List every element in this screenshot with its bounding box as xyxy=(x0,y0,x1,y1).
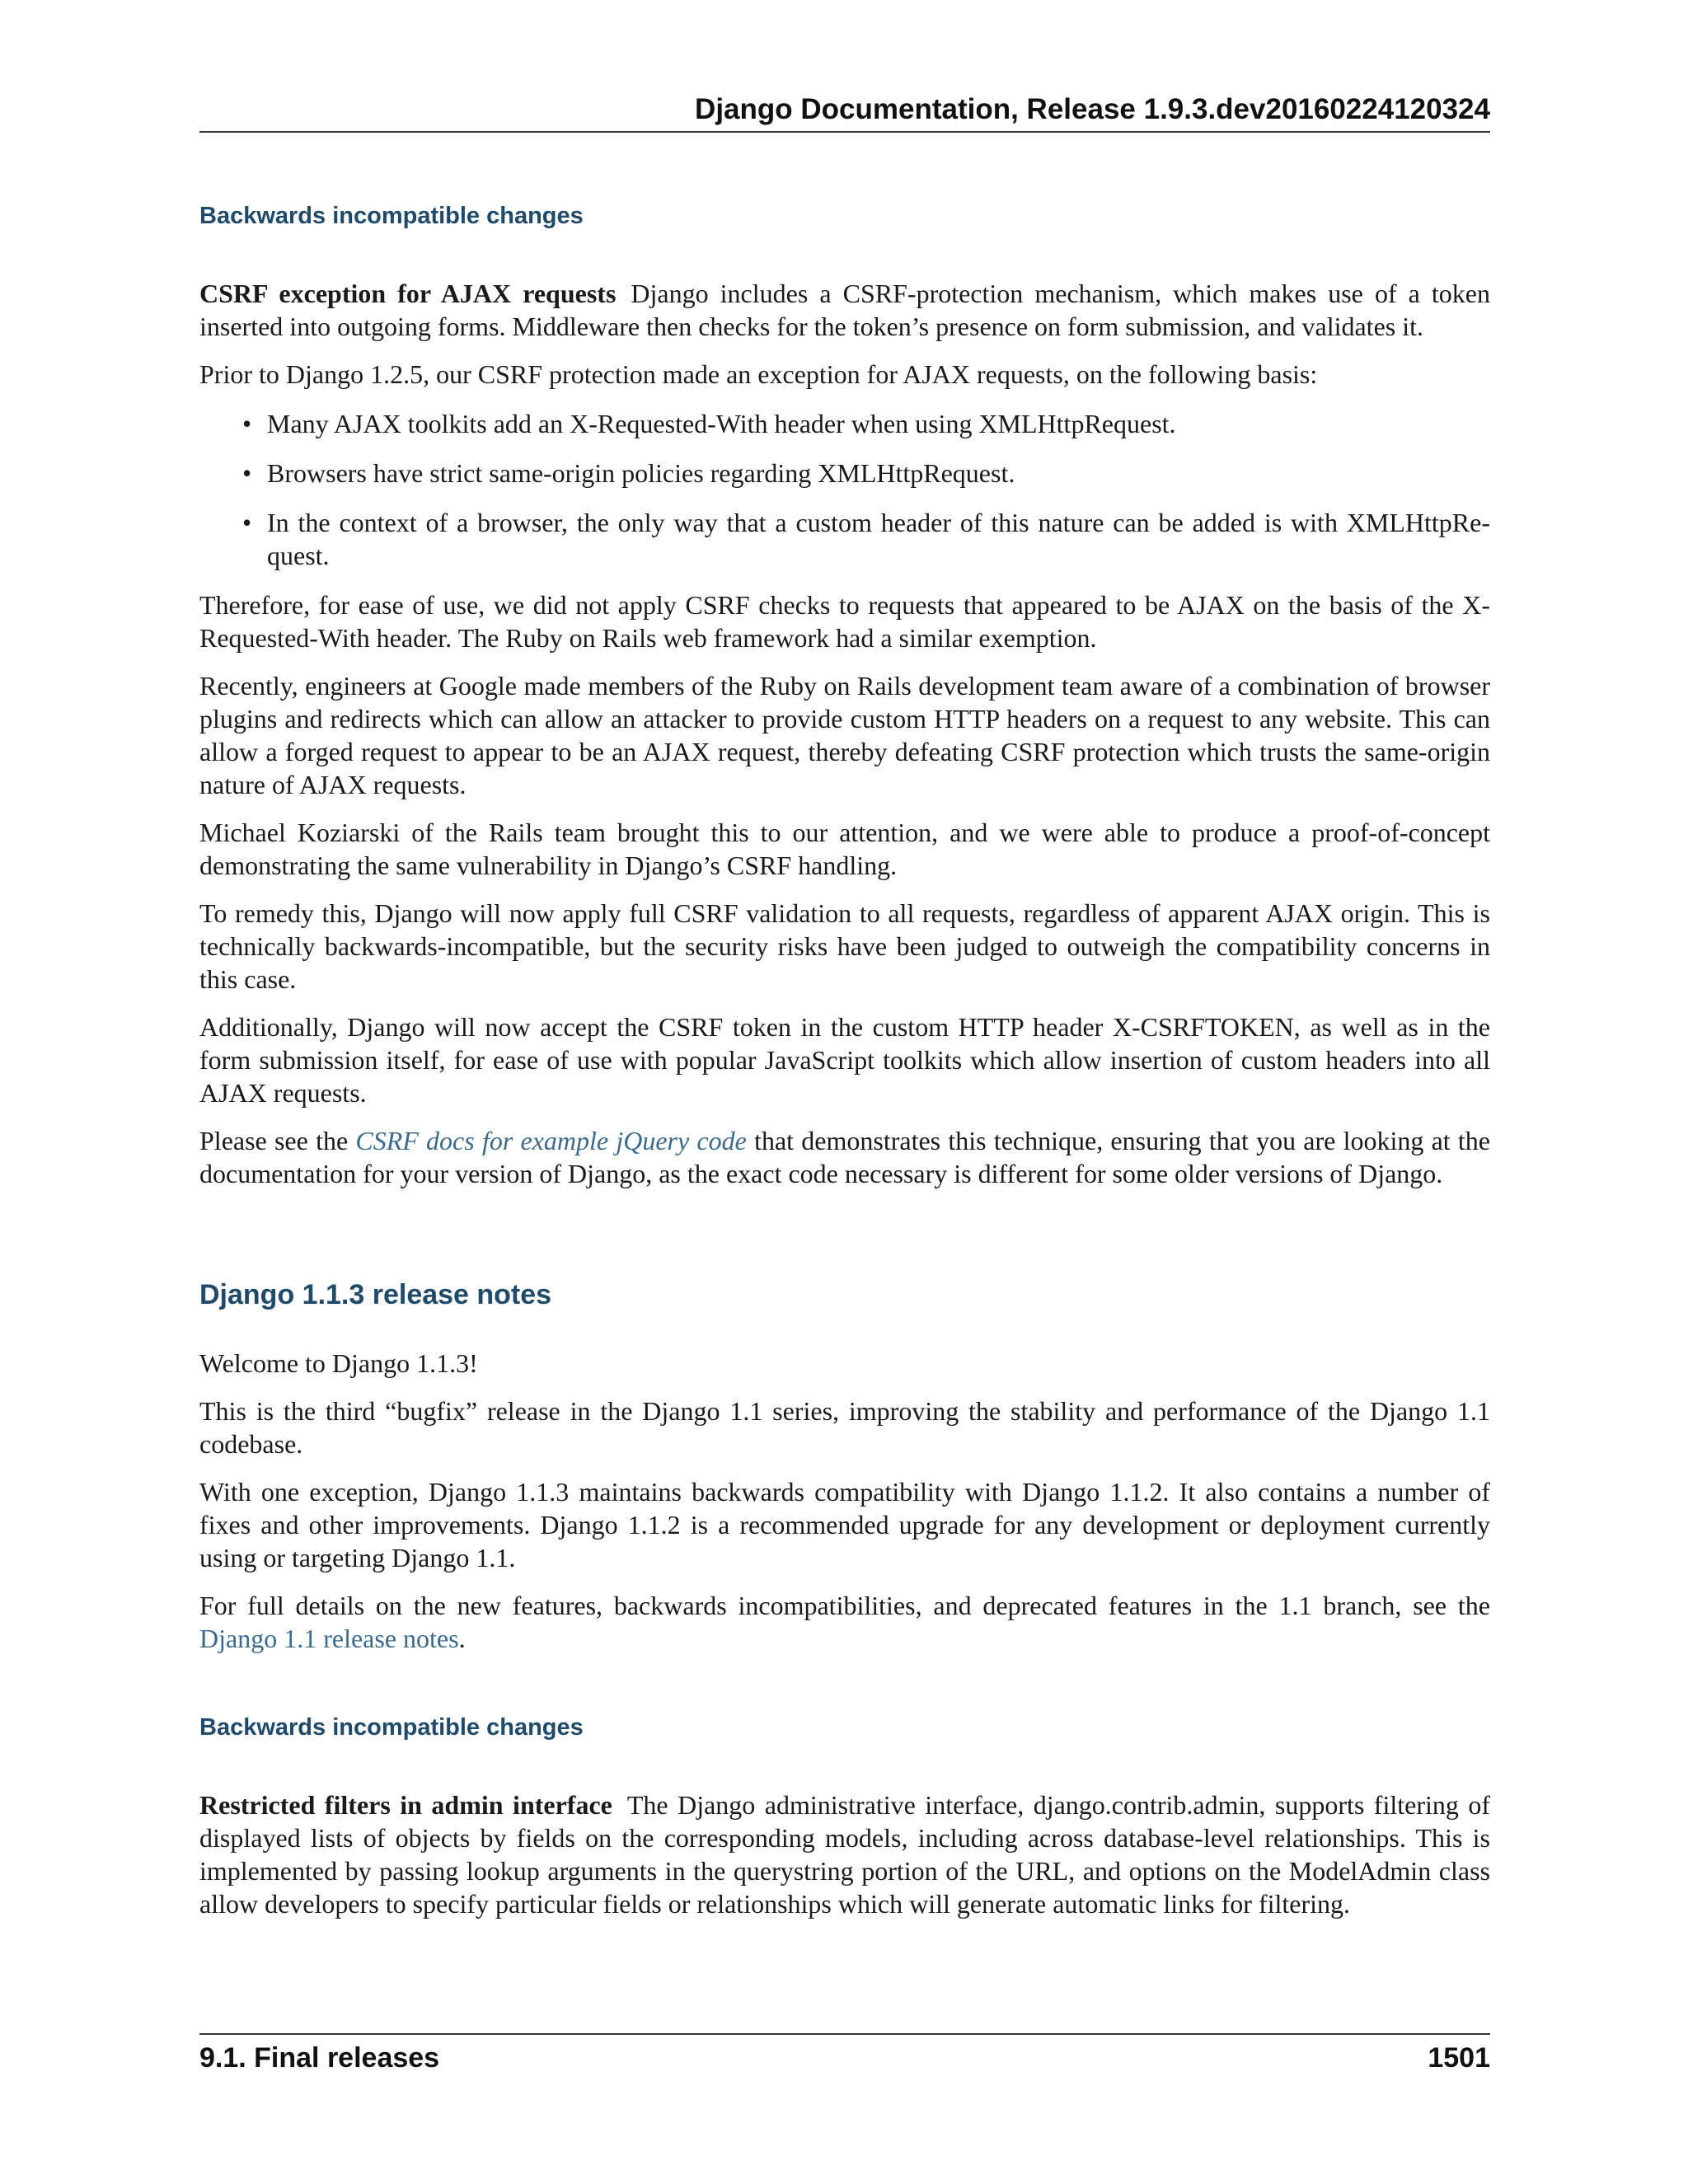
paragraph: This is the third “bugfix” release in the Django 1.1 series, improving the stability and performance of the Django 1.1 codebase. xyxy=(199,1396,1490,1459)
paragraph: Prior to Django 1.2.5, our CSRF protection made an exception for AJAX requests, on the following basis: xyxy=(199,359,1318,389)
paragraph: To remedy this, Django will now apply full CSRF validation to all requests, regardless of apparent AJAX origin. This is technically backwards-incompatible, but the security risks have been judged to outweigh the compatibility concerns in this case. xyxy=(199,898,1490,994)
release-notes-link[interactable]: Django 1.1 release notes xyxy=(199,1624,459,1653)
header-rule xyxy=(199,131,1490,133)
paragraph: Please see the CSRF docs for example jQuery code that demonstrates this technique, ensuring that you are looking at the documentation for your version of Django, as the exact code necessary is different for some older versions of Django. xyxy=(199,1126,1491,1188)
paragraph: Additionally, Django will now accept the CSRF token in the custom HTTP header X-CSRFTOKEN, as well as in the form submission itself, for ease of use with popular JavaScript toolkits which allow insertion of custom headers into all AJAX requests. xyxy=(199,1012,1490,1108)
paragraph xyxy=(199,1788,1490,1920)
run-in-heading: Restricted filters in admin interface xyxy=(199,1790,612,1820)
bullet-list xyxy=(199,407,1490,572)
paragraph: Welcome to Django 1.1.3! xyxy=(199,1348,478,1378)
run-in-heading: CSRF exception for AJAX requests xyxy=(199,279,617,308)
paragraph: For full details on the new features, backwards incompatibilities, and deprecated features in the 1.1 branch, see the Django 1.1 release notes. xyxy=(199,1591,1490,1653)
section-heading: Backwards incompatible changes xyxy=(199,1714,584,1741)
list-item: • In the context of a browser, the only way that a custom header of this nature can be added is with XMLHttpRe-quest. xyxy=(242,508,1490,570)
paragraph: Michael Koziarski of the Rails team brought this to our attention, and we were able to produce a proof-of-concept demonstrating the same vulnerability in Django’s CSRF handling. xyxy=(199,818,1490,880)
page-number: 1501 xyxy=(1428,2042,1490,2074)
footer-section: 9.1. Final releases xyxy=(199,2042,440,2074)
section-heading: Django 1.1.3 release notes xyxy=(199,1279,552,1310)
list-item: • Many AJAX toolkits add an X-Requested-With header when using XMLHttpRequest. xyxy=(242,409,1176,438)
section-heading: Backwards incompatible changes xyxy=(199,203,584,229)
bullet-icon: • xyxy=(242,458,252,488)
paragraph: Therefore, for ease of use, we did not apply CSRF checks to requests that appeared to be AJAX on the basis of the X-Requested-With header. The Ruby on Rails web framework had a similar exemption. xyxy=(199,590,1490,653)
bullet-icon: • xyxy=(242,409,252,438)
paragraph: With one exception, Django 1.1.3 maintains backwards compatibility with Django 1.1.2. It also contains a number of fixes and other improvements. Django 1.1.2 is a recommended upgrade for any development or deployment currently using or targeting Django 1.1. xyxy=(199,1477,1490,1572)
paragraph-text: Django includes a CSRF-protection mechanism, which makes use of a token inserted into outgoing forms. Middleware then checks for the token’s presence on form submission, and validates it. xyxy=(199,279,1491,341)
paragraph xyxy=(199,277,1490,343)
paragraph-text: The Django administrative interface, django.contrib.admin, supports filtering of displayed lists of objects by fields on the corresponding models, including across database-level relationships. This is implemented by passing lookup arguments in the querystring portion of the URL, and options on the ModelAdmin class allow developers to specify particular fields or relationships which will generate automatic links for filtering. xyxy=(199,1790,1491,1919)
csrf-docs-link[interactable]: CSRF docs for example jQuery code xyxy=(355,1126,747,1155)
footer-rule xyxy=(199,2033,1490,2035)
running-header: Django Documentation, Release 1.9.3.dev20160224120324 xyxy=(695,93,1490,125)
bullet-icon: • xyxy=(242,508,252,537)
list-item: • Browsers have strict same-origin policies regarding XMLHttpRequest. xyxy=(242,458,1015,488)
paragraph: Recently, engineers at Google made members of the Ruby on Rails development team aware of a combination of browser plugins and redirects which can allow an attacker to provide custom HTTP headers on a request to any website. This can allow a forged request to appear to be an AJAX request, thereby defeating CSRF protection which trusts the same-origin nature of AJAX requests. xyxy=(199,671,1490,799)
document-page xyxy=(199,0,1490,2184)
